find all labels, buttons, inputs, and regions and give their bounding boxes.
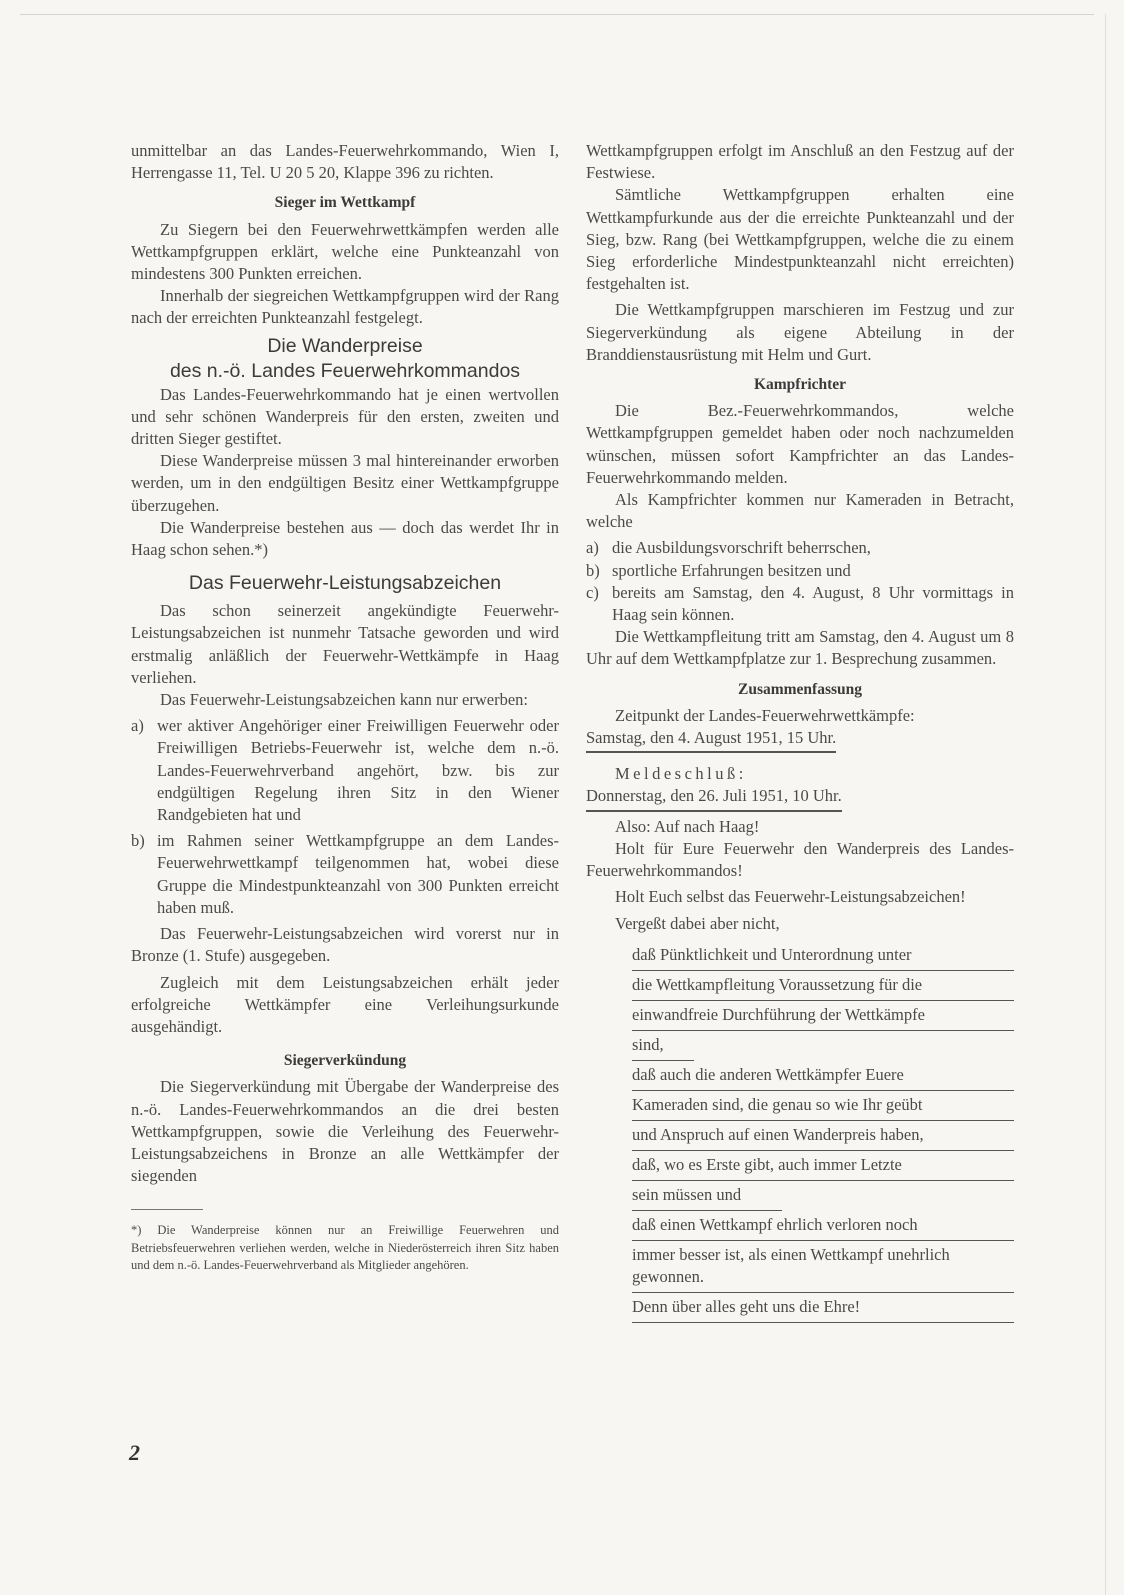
list-item-a <box>131 715 559 826</box>
list-item-b <box>131 830 559 919</box>
boxed-line: daß, wo es Erste gibt, auch immer Letzte <box>632 1151 1014 1181</box>
list-text: im Rahmen seiner Wettkampfgruppe an dem Landes-Feuerwehrwettkampf teilgenommen hat, wobei diese Gruppe die Mindestpunkteanzahl von 300 Punkten erreicht haben muß. <box>157 831 559 917</box>
summary-zeitpunkt-label: Zeitpunkt der Landes-Feuerwehrwettkämpfe: <box>615 705 915 725</box>
paragraph-sieger-1: Zu Siegern bei den Feuerwehrwettkämpfen werden alle Wettkampfgruppen erklärt, welche eine Punkteanzahl von mindestens 300 Punkten erreichen. <box>131 219 559 284</box>
summary-meldeschluss-label: Meldeschluß: <box>615 764 747 784</box>
paragraph-vergesst: Vergeßt dabei aber nicht, <box>615 913 780 933</box>
summary-zeitpunkt-date: Samstag, den 4. August 1951, 15 Uhr. <box>586 727 836 753</box>
heading-wanderpreise-line1: Die Wanderpreise <box>267 334 423 357</box>
heading-sieger-im-wettkampf: Sieger im Wettkampf <box>274 194 416 212</box>
boxed-line: sein müssen und <box>632 1181 782 1211</box>
page-top-edge <box>20 14 1094 15</box>
left-column <box>131 140 559 1275</box>
heading-zusammenfassung: Zusammenfassung <box>737 680 863 698</box>
list-text: wer aktiver Angehöriger einer Freiwilligen Feuerwehr oder Freiwilligen Betriebs-Feuerwehr ist, welche dem n.-ö. Landes-Feuerwehrverband angehört, bzw. bis zur endgültigen Regelung ihren Sitz in den Wiener Randgebieten hat und <box>157 716 559 825</box>
list-item-a <box>586 537 1014 559</box>
paragraph-abzeichen-3: Das Feuerwehr-Leistungsabzeichen wird vorerst nur in Bronze (1. Stufe) ausgegeben. <box>131 924 559 966</box>
heading-siegerverkuendung: Siegerverkündung <box>283 1052 407 1070</box>
list-item-c <box>586 582 1014 626</box>
paragraph-holt-1: Holt für Eure Feuerwehr den Wanderpreis des Landes-Feuerwehrkommandos! <box>586 838 1014 881</box>
intro-paragraph: unmittelbar an das Landes-Feuerwehrkommando, Wien I, Herrengasse 11, Tel. U 20 5 20, Klappe 396 zu richten. <box>131 141 559 183</box>
right-column <box>586 140 1014 1323</box>
boxed-line: die Wettkampfleitung Voraussetzung für die <box>632 971 1014 1001</box>
list-item-b <box>586 560 1014 582</box>
paragraph-also: Also: Auf nach Haag! <box>615 816 760 836</box>
boxed-line: immer besser ist, als einen Wettkampf unehrlich gewonnen. <box>632 1241 1014 1293</box>
paragraph-abzeichen-2: Das Feuerwehr-Leistungsabzeichen kann nur erwerben: <box>160 690 529 710</box>
list-marker: a) <box>586 538 599 558</box>
summary-meldeschluss-date: Donnerstag, den 26. Juli 1951, 10 Uhr. <box>586 785 842 811</box>
footnote: *) Die Wanderpreise können nur an Freiwillige Feuerwehren und Betriebsfeuerwehren verliehen werden, welche in Niederösterreich ihren Sitz haben und dem n.-ö. Landes-Feuerwehrverband als Mitglieder angehören. <box>131 1223 559 1273</box>
list-text: bereits am Samstag, den 4. August, 8 Uhr vormittags in Haag sein können. <box>612 582 1014 625</box>
heading-kampfrichter: Kampfrichter <box>753 376 847 394</box>
paragraph-festzug: Die Wettkampfgruppen marschieren im Festzug und zur Siegerverkündung als eigene Abteilung in der Branddienstausrüstung mit Helm und Gurt. <box>586 300 1014 364</box>
paragraph-wanderpreise-1: Das Landes-Feuerwehrkommando hat je einen wertvollen und sehr schönen Wanderpreis für den ersten, zweiten und dritten Sieger gestiftet. <box>131 384 559 449</box>
paragraph-abzeichen-1: Das schon seinerzeit angekündigte Feuerwehr-Leistungsabzeichen ist nunmehr Tatsache geworden und wird erstmalig anläßlich der Feuerwehr-Wettkämpfe in Haag verliehen. <box>131 601 559 687</box>
paragraph-urkunde: Sämtliche Wettkampfgruppen erhalten eine Wettkampfurkunde aus der die erreichte Punkteanzahl und der Sieg, bzw. Rang (bei Wettkampfgruppen, welche die zu einem Sieg erforderliche Mindestpunkteanzahl nicht erreichten) festgehalten ist. <box>586 185 1014 294</box>
page-right-edge <box>1105 14 1106 1595</box>
footnote-rule <box>131 1209 203 1210</box>
paragraph-kampfrichter-1: Die Bez.-Feuerwehrkommandos, welche Wettkampfgruppen gemeldet haben oder noch nachzumelden wünschen, müssen sofort Kampfrichter an das Landes-Feuerwehrkommando melden. <box>586 401 1014 487</box>
paragraph-sieger-2: Innerhalb der siegreichen Wettkampfgruppen wird der Rang nach der erreichten Punkteanzahl festgelegt. <box>131 286 559 328</box>
heading-leistungsabzeichen: Das Feuerwehr-Leistungsabzeichen <box>188 572 502 595</box>
paragraph-kampfrichter-2: Als Kampfrichter kommen nur Kameraden in Betracht, welche <box>586 490 1014 532</box>
boxed-line: daß Pünktlichkeit und Unterordnung unter <box>632 941 1014 971</box>
boxed-line: einwandfreie Durchführung der Wettkämpfe <box>632 1001 1014 1031</box>
boxed-line: und Anspruch auf einen Wanderpreis haben, <box>632 1121 1014 1151</box>
boxed-line: Kameraden sind, die genau so wie Ihr geübt <box>632 1091 1014 1121</box>
boxed-admonition <box>586 941 1014 1323</box>
paragraph-continuation: Wettkampfgruppen erfolgt im Anschluß an den Festzug auf der Festwiese. <box>586 141 1014 183</box>
paragraph-abzeichen-4: Zugleich mit dem Leistungsabzeichen erhält jeder erfolgreiche Wettkämpfer eine Verleihungsurkunde ausgehändigt. <box>131 972 559 1036</box>
paragraph-siegerverkuendung: Die Siegerverkündung mit Übergabe der Wanderpreise des n.-ö. Landes-Feuerwehrkommandos an die drei besten Wettkampfgruppen, sowie die Verleihung des Feuerwehr-Leistungsabzeichens in Bronze an alle Wettkämpfer der siegenden <box>131 1077 559 1186</box>
paragraph-kampfrichter-3: Die Wettkampfleitung tritt am Samstag, den 4. August um 8 Uhr auf dem Wettkampfplatze zur 1. Besprechung zusammen. <box>586 627 1014 669</box>
heading-wanderpreise-line2: des n.-ö. Landes Feuerwehrkommandos <box>169 359 521 382</box>
list-marker: a) <box>131 716 144 736</box>
paragraph-wanderpreise-3: Die Wanderpreise bestehen aus — doch das werdet Ihr in Haag schon sehen.*) <box>131 517 559 560</box>
list-marker: b) <box>131 831 145 851</box>
list-marker: c) <box>586 582 599 602</box>
boxed-line: daß auch die anderen Wettkämpfer Euere <box>632 1061 1014 1091</box>
boxed-line: sind, <box>632 1031 694 1061</box>
list-text: die Ausbildungsvorschrift beherrschen, <box>612 538 871 558</box>
boxed-line: daß einen Wettkampf ehrlich verloren noch <box>632 1211 1014 1241</box>
list-text: sportliche Erfahrungen besitzen und <box>612 560 851 580</box>
paragraph-holt-2: Holt Euch selbst das Feuerwehr-Leistungsabzeichen! <box>615 887 966 907</box>
page-number: 2 <box>129 1440 140 1465</box>
list-marker: b) <box>586 560 600 580</box>
paragraph-wanderpreise-2: Diese Wanderpreise müssen 3 mal hintereinander erworben werden, um in den endgültigen Besitz einer Wettkampfgruppe überzugehen. <box>131 451 559 515</box>
boxed-line: Denn über alles geht uns die Ehre! <box>632 1293 1014 1323</box>
